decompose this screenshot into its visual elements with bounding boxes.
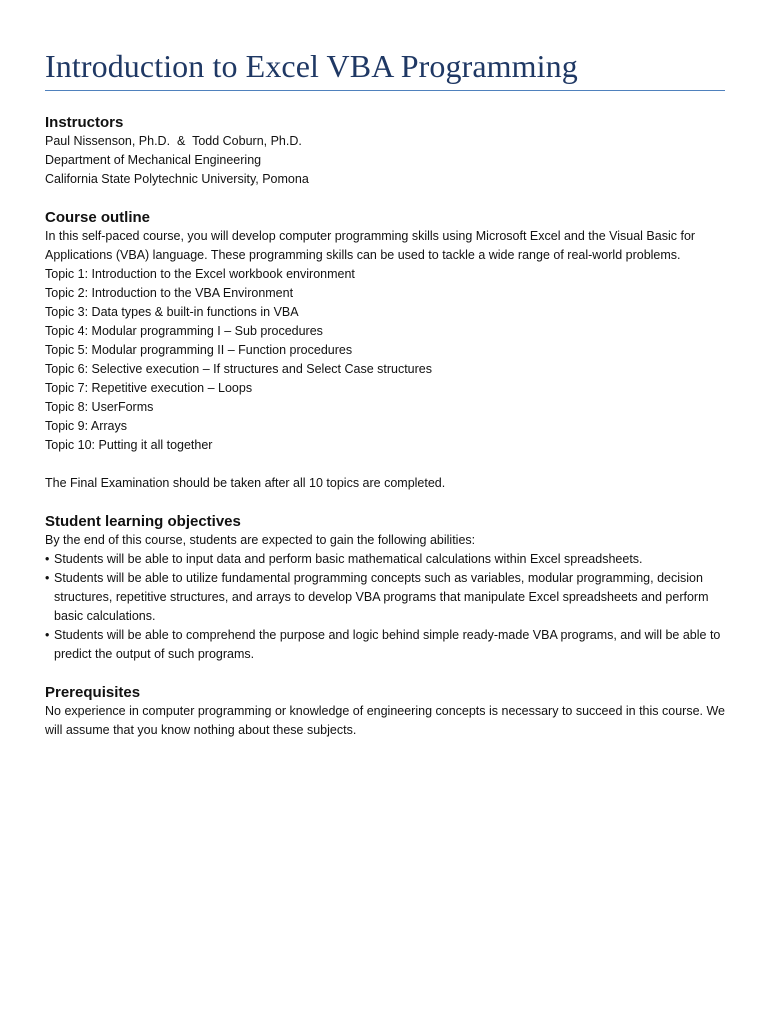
objectives-section [45,512,725,664]
university: California State Polytechnic University, Pomona [45,172,309,186]
course-outline-heading: Course outline [45,209,151,226]
objective-item [45,569,725,626]
course-outline-intro: In this self-paced course, you will develop computer programming skills using Microsoft Excel and the Visual Basic for Applications (VBA) language. These programming skills can be used to tackle a wide range of real-world problems. [45,229,696,262]
topic-item: Topic 6: Selective execution – If structures and Select Case structures [45,362,432,376]
topic-item: Topic 8: UserForms [45,400,154,414]
topic-item: Topic 7: Repetitive execution – Loops [45,381,253,395]
instructors-section [45,113,725,189]
document-page [45,0,725,740]
topic-list [45,265,725,455]
topic-item: Topic 10: Putting it all together [45,438,213,452]
topic-item: Topic 9: Arrays [45,419,127,433]
objective-text: Students will be able to utilize fundamental programming concepts such as variables, modular programming, decision structures, repetitive structures, and arrays to develop VBA programs that manipulate Excel spreadsheets and perform basic calculations. [54,571,709,623]
objectives-heading: Student learning objectives [45,513,241,530]
objective-item [45,550,725,569]
title-divider [45,90,725,91]
bullet-icon: • [45,552,50,566]
topic-item: Topic 1: Introduction to the Excel workbook environment [45,267,355,281]
instructor-names: Paul Nissenson, Ph.D. & Todd Coburn, Ph.D. [45,134,302,148]
topic-item: Topic 5: Modular programming II – Function procedures [45,343,353,357]
objective-text: Students will be able to comprehend the purpose and logic behind simple ready-made VBA programs, and will be able to predict the output of such programs. [54,628,721,661]
objectives-intro: By the end of this course, students are expected to gain the following abilities: [45,533,476,547]
instructors-heading: Instructors [45,114,124,131]
department: Department of Mechanical Engineering [45,153,262,167]
course-outline-section [45,208,725,493]
prerequisites-section [45,683,725,740]
prerequisites-heading: Prerequisites [45,684,141,701]
prerequisites-text: No experience in computer programming or knowledge of engineering concepts is necessary to succeed in this course. We will assume that you know nothing about these subjects. [45,704,725,737]
final-exam-note: The Final Examination should be taken after all 10 topics are completed. [45,476,446,490]
objective-text: Students will be able to input data and perform basic mathematical calculations within Excel spreadsheets. [54,552,643,566]
objective-item [45,626,725,664]
objectives-list [45,550,725,664]
bullet-icon: • [45,571,50,585]
topic-item: Topic 3: Data types & built-in functions in VBA [45,305,299,319]
document-title: Introduction to Excel VBA Programming [45,48,578,84]
bullet-icon: • [45,628,50,642]
topic-item: Topic 2: Introduction to the VBA Environment [45,286,294,300]
topic-item: Topic 4: Modular programming I – Sub procedures [45,324,323,338]
